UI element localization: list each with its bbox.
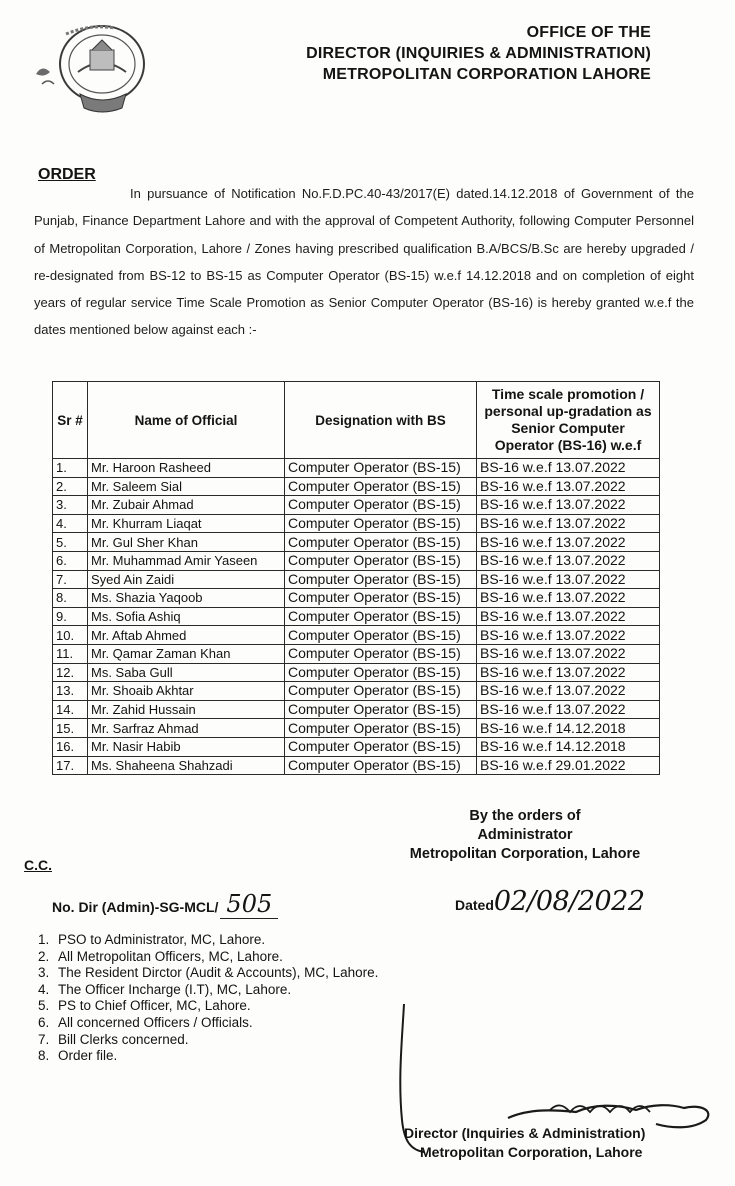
cc-list bbox=[38, 932, 378, 1065]
metropolitan-corporation-seal bbox=[30, 14, 148, 124]
row-sr: 12. bbox=[53, 663, 88, 682]
by-orders-line-3: Metropolitan Corporation, Lahore bbox=[409, 846, 641, 862]
row-name: Mr. Shoaib Akhtar bbox=[88, 682, 285, 701]
cc-item-number: 6. bbox=[38, 1014, 50, 1030]
dated-label: Dated bbox=[455, 897, 494, 913]
row-name: Mr. Zubair Ahmad bbox=[88, 496, 285, 515]
row-name: Mr. Nasir Habib bbox=[88, 737, 285, 756]
row-name: Mr. Muhammad Amir Yaseen bbox=[88, 551, 285, 570]
row-promotion: BS-16 w.e.f 29.01.2022 bbox=[477, 756, 660, 775]
dated bbox=[455, 886, 645, 917]
by-orders-line-2: Administrator bbox=[477, 827, 573, 843]
row-designation: Computer Operator (BS-15) bbox=[285, 607, 477, 626]
row-designation: Computer Operator (BS-15) bbox=[285, 496, 477, 515]
cc-item-number: 5. bbox=[38, 998, 50, 1014]
row-name: Ms. Saba Gull bbox=[88, 663, 285, 682]
table-row bbox=[53, 533, 660, 552]
cc-item-text: PS to Chief Officer, MC, Lahore. bbox=[58, 998, 251, 1014]
row-name: Mr. Haroon Rasheed bbox=[88, 459, 285, 478]
row-sr: 13. bbox=[53, 682, 88, 701]
table-row bbox=[53, 477, 660, 496]
cc-item-text: The Resident Dirctor (Audit & Accounts), MC, Lahore. bbox=[58, 965, 379, 981]
row-sr: 11. bbox=[53, 644, 88, 663]
row-name: Syed Ain Zaidi bbox=[88, 570, 285, 589]
cc-item-text: PSO to Administrator, MC, Lahore. bbox=[58, 932, 266, 947]
row-name: Mr. Zahid Hussain bbox=[88, 700, 285, 719]
row-designation: Computer Operator (BS-15) bbox=[285, 644, 477, 663]
row-designation: Computer Operator (BS-15) bbox=[285, 589, 477, 608]
header-line-1: OFFICE OF THE bbox=[526, 24, 651, 41]
row-sr: 6. bbox=[53, 551, 88, 570]
row-designation: Computer Operator (BS-15) bbox=[285, 700, 477, 719]
row-name: Ms. Sofia Ashiq bbox=[88, 607, 285, 626]
header-designation: Designation with BS bbox=[285, 382, 477, 459]
row-designation: Computer Operator (BS-15) bbox=[285, 477, 477, 496]
header-line-3: METROPOLITAN CORPORATION LAHORE bbox=[322, 66, 651, 83]
officials-table bbox=[52, 381, 660, 775]
cc-list-item bbox=[38, 982, 378, 999]
row-sr: 8. bbox=[53, 589, 88, 608]
row-promotion: BS-16 w.e.f 13.07.2022 bbox=[477, 663, 660, 682]
by-orders-block bbox=[380, 807, 670, 864]
row-promotion: BS-16 w.e.f 13.07.2022 bbox=[477, 514, 660, 533]
cc-item-text: Order file. bbox=[58, 1048, 118, 1064]
row-sr: 5. bbox=[53, 533, 88, 552]
signatory-block bbox=[404, 1124, 704, 1162]
order-paragraph: In pursuance of Notification No.F.D.PC.40-43/2017(E) dated.14.12.2018 of Government of the Punjab, Finance Department Lahore and with the approval of Competent Authority, following Computer Personnel of Metropolitan Corporation, Lahore / Zones having prescribed qualification B.A/BCS/B.Sc are hereby upgraded / re-designated from BS-12 to BS-15 as Computer Operator (BS-15) w.e.f 14.12.2018 and on completion of eight years of regular service Time Scale Promotion as Senior Computer Operator (BS-16) is hereby granted w.e.f the dates mentioned below against each :- bbox=[34, 186, 694, 338]
row-promotion: BS-16 w.e.f 13.07.2022 bbox=[477, 589, 660, 608]
signatory-line-2: Metropolitan Corporation, Lahore bbox=[420, 1144, 643, 1160]
table-row bbox=[53, 737, 660, 756]
row-designation: Computer Operator (BS-15) bbox=[285, 459, 477, 478]
cc-list-item bbox=[38, 1032, 378, 1049]
order-title: ORDER bbox=[38, 166, 96, 183]
row-promotion: BS-16 w.e.f 13.07.2022 bbox=[477, 533, 660, 552]
row-designation: Computer Operator (BS-15) bbox=[285, 682, 477, 701]
row-promotion: BS-16 w.e.f 13.07.2022 bbox=[477, 570, 660, 589]
row-promotion: BS-16 w.e.f 13.07.2022 bbox=[477, 496, 660, 515]
cc-item-text: All Metropolitan Officers, MC, Lahore. bbox=[58, 948, 283, 964]
cc-list-item bbox=[38, 932, 378, 949]
row-sr: 14. bbox=[53, 700, 88, 719]
cc-item-number: 3. bbox=[38, 965, 50, 981]
table-row bbox=[53, 607, 660, 626]
row-promotion: BS-16 w.e.f 13.07.2022 bbox=[477, 551, 660, 570]
row-promotion: BS-16 w.e.f 13.07.2022 bbox=[477, 644, 660, 663]
office-header bbox=[306, 22, 651, 85]
memo-number bbox=[52, 890, 278, 918]
row-sr: 2. bbox=[53, 477, 88, 496]
row-name: Ms. Shaheena Shahzadi bbox=[88, 756, 285, 775]
table-row bbox=[53, 626, 660, 645]
cc-item-number: 7. bbox=[38, 1031, 50, 1047]
row-promotion: BS-16 w.e.f 14.12.2018 bbox=[477, 737, 660, 756]
row-designation: Computer Operator (BS-15) bbox=[285, 663, 477, 682]
cc-list-item bbox=[38, 949, 378, 966]
table-body bbox=[53, 459, 660, 775]
memo-handwritten-number: 505 bbox=[220, 890, 278, 919]
table-row bbox=[53, 570, 660, 589]
header-line-2: DIRECTOR (INQUIRIES & ADMINISTRATION) bbox=[306, 45, 651, 62]
cc-list-item bbox=[38, 965, 378, 982]
row-sr: 9. bbox=[53, 607, 88, 626]
row-promotion: BS-16 w.e.f 13.07.2022 bbox=[477, 700, 660, 719]
cc-list-item bbox=[38, 1048, 378, 1065]
order-paragraph-container bbox=[34, 180, 694, 344]
table-row bbox=[53, 551, 660, 570]
row-name: Mr. Khurram Liaqat bbox=[88, 514, 285, 533]
row-designation: Computer Operator (BS-15) bbox=[285, 514, 477, 533]
cc-item-number: 4. bbox=[38, 981, 50, 997]
row-designation: Computer Operator (BS-15) bbox=[285, 737, 477, 756]
signatory-line-1: Director (Inquiries & Administration) bbox=[404, 1125, 646, 1141]
table-header-row bbox=[53, 382, 660, 459]
cc-item-number: 8. bbox=[38, 1048, 50, 1064]
cc-item-text: All concerned Officers / Officials. bbox=[58, 1014, 253, 1030]
table-row bbox=[53, 644, 660, 663]
cc-label: C.C. bbox=[24, 857, 52, 873]
cc-item-text: Bill Clerks concerned. bbox=[58, 1031, 189, 1047]
row-sr: 10. bbox=[53, 626, 88, 645]
row-name: Ms. Shazia Yaqoob bbox=[88, 589, 285, 608]
memo-label: No. Dir (Admin)-SG-MCL/ bbox=[52, 899, 219, 915]
row-name: Mr. Gul Sher Khan bbox=[88, 533, 285, 552]
cc-item-number: 1. bbox=[38, 932, 50, 947]
table-row bbox=[53, 756, 660, 775]
table-row bbox=[53, 514, 660, 533]
cc-list-item bbox=[38, 1015, 378, 1032]
row-promotion: BS-16 w.e.f 14.12.2018 bbox=[477, 719, 660, 738]
row-sr: 3. bbox=[53, 496, 88, 515]
table-row bbox=[53, 496, 660, 515]
row-sr: 17. bbox=[53, 756, 88, 775]
cc-list-item bbox=[38, 998, 378, 1015]
row-sr: 16. bbox=[53, 737, 88, 756]
dated-handwritten-value: 02/08/2022 bbox=[493, 886, 645, 917]
header-promotion: Time scale promotion / personal up-gradation as Senior Computer Operator (BS-16) w.e.f bbox=[477, 382, 660, 459]
row-name: Mr. Aftab Ahmed bbox=[88, 626, 285, 645]
header-sr: Sr # bbox=[53, 382, 88, 459]
cc-item-text: The Officer Incharge (I.T), MC, Lahore. bbox=[58, 981, 292, 997]
row-name: Mr. Saleem Sial bbox=[88, 477, 285, 496]
row-sr: 15. bbox=[53, 719, 88, 738]
row-promotion: BS-16 w.e.f 13.07.2022 bbox=[477, 459, 660, 478]
row-sr: 4. bbox=[53, 514, 88, 533]
row-designation: Computer Operator (BS-15) bbox=[285, 570, 477, 589]
table-row bbox=[53, 719, 660, 738]
row-promotion: BS-16 w.e.f 13.07.2022 bbox=[477, 477, 660, 496]
row-sr: 7. bbox=[53, 570, 88, 589]
row-name: Mr. Sarfraz Ahmad bbox=[88, 719, 285, 738]
table-row bbox=[53, 700, 660, 719]
by-orders-line-1: By the orders of bbox=[469, 808, 581, 824]
row-designation: Computer Operator (BS-15) bbox=[285, 551, 477, 570]
row-designation: Computer Operator (BS-15) bbox=[285, 756, 477, 775]
row-name: Mr. Qamar Zaman Khan bbox=[88, 644, 285, 663]
row-sr: 1. bbox=[53, 459, 88, 478]
table-row bbox=[53, 663, 660, 682]
table-row bbox=[53, 459, 660, 478]
row-designation: Computer Operator (BS-15) bbox=[285, 719, 477, 738]
row-promotion: BS-16 w.e.f 13.07.2022 bbox=[477, 607, 660, 626]
row-promotion: BS-16 w.e.f 13.07.2022 bbox=[477, 682, 660, 701]
row-promotion: BS-16 w.e.f 13.07.2022 bbox=[477, 626, 660, 645]
cc-item-number: 2. bbox=[38, 948, 50, 964]
table-row bbox=[53, 589, 660, 608]
table-row bbox=[53, 682, 660, 701]
header-name: Name of Official bbox=[88, 382, 285, 459]
row-designation: Computer Operator (BS-15) bbox=[285, 626, 477, 645]
row-designation: Computer Operator (BS-15) bbox=[285, 533, 477, 552]
